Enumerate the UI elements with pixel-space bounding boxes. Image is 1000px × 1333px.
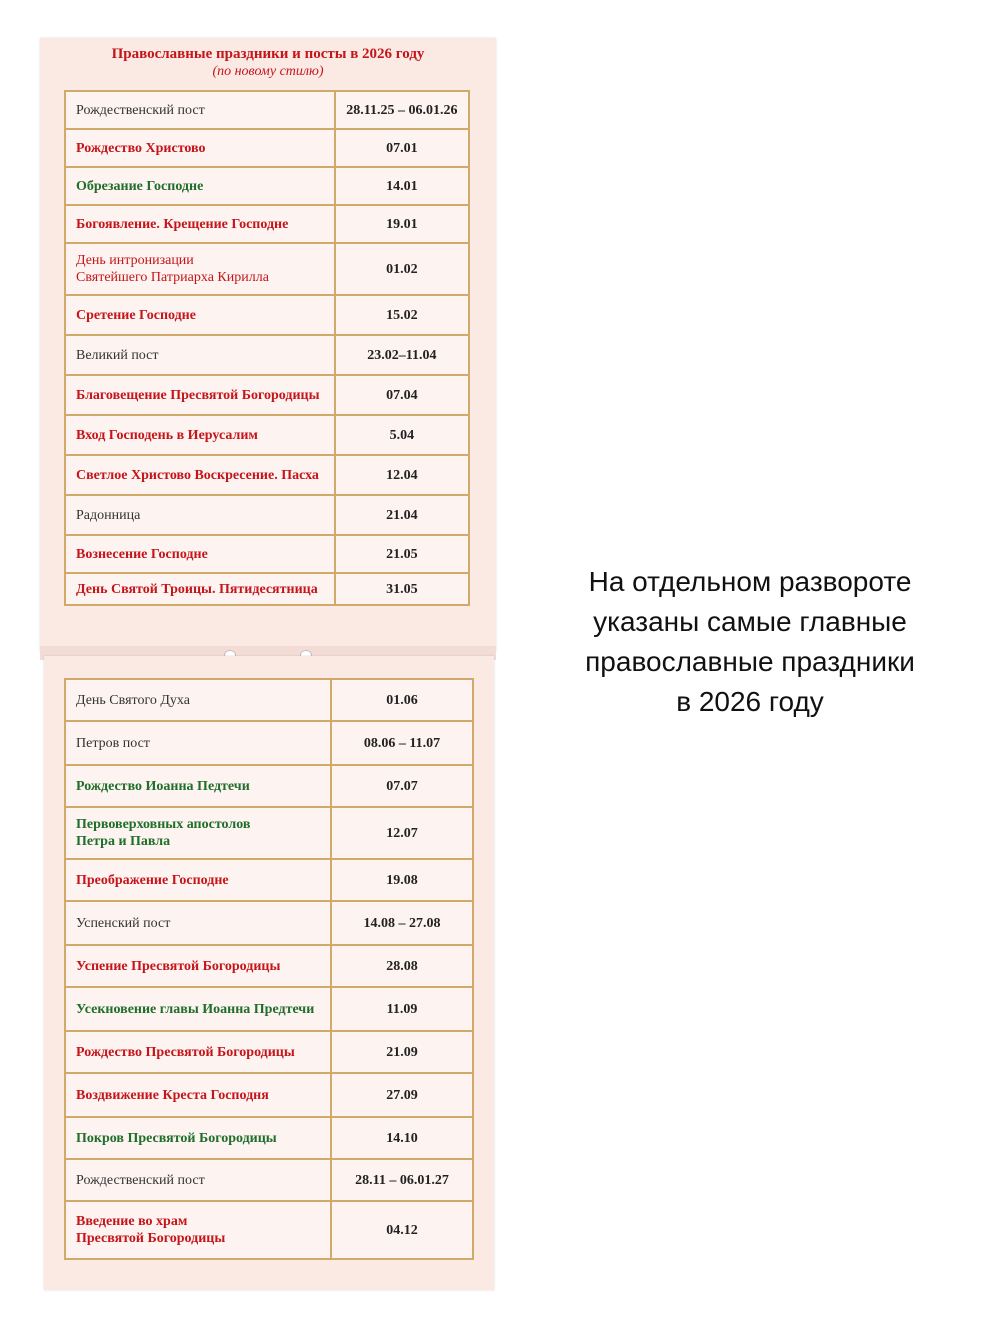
holiday-date: 12.04 [335,455,469,495]
holiday-date: 21.05 [335,535,469,573]
holiday-row [65,987,473,1031]
holiday-row [65,415,469,455]
holiday-name: Успенский пост [65,901,331,945]
holiday-row [65,765,473,807]
holiday-row [65,455,469,495]
holiday-row [65,807,473,859]
holiday-name: Рождество Иоанна Педтечи [65,765,331,807]
holiday-date: 07.01 [335,129,469,167]
holiday-name-line: День интронизации [76,253,194,268]
holiday-row [65,1031,473,1073]
holiday-name [65,807,331,859]
holiday-row [65,205,469,243]
holiday-row [65,535,469,573]
page-title: Православные праздники и посты в 2026 году [111,46,425,62]
holiday-name: Вход Господень в Иерусалим [65,415,335,455]
holiday-date: 19.08 [331,859,473,901]
holiday-row [65,167,469,205]
holiday-row [65,1073,473,1117]
holiday-name-line: Введение во храм [76,1214,188,1229]
holiday-date: 31.05 [335,573,469,605]
caption-line: в 2026 году [676,686,824,717]
holiday-name-line: Пресвятой Богородицы [76,1231,226,1246]
page-subtitle: (по новому стилю) [212,64,324,79]
holiday-row [65,573,469,605]
holiday-name: День Святого Духа [65,679,331,721]
holiday-date: 04.12 [331,1201,473,1259]
holiday-name: День Святой Троицы. Пятидесятница [65,573,335,605]
holiday-date: 01.06 [331,679,473,721]
holiday-date: 15.02 [335,295,469,335]
holidays-table-top [64,90,470,606]
holiday-name: Рождественский пост [65,91,335,129]
holiday-name: Рождество Пресвятой Богородицы [65,1031,331,1073]
holiday-name: Богоявление. Крещение Господне [65,205,335,243]
holiday-date: 12.07 [331,807,473,859]
holiday-name-line: Петра и Павла [76,834,171,849]
holiday-row [65,679,473,721]
holiday-row [65,1117,473,1159]
holiday-name: Преображение Господне [65,859,331,901]
holiday-name-line: Святейшего Патриарха Кирилла [76,270,269,285]
holiday-date: 07.04 [335,375,469,415]
holiday-name: Рождество Христово [65,129,335,167]
holiday-row [65,1159,473,1201]
holiday-date: 07.07 [331,765,473,807]
caption-line: указаны самые главные [593,606,907,637]
holiday-date: 01.02 [335,243,469,295]
caption-line: православные праздники [585,646,915,677]
holiday-date: 5.04 [335,415,469,455]
holiday-name-line: Первоверховных апостолов [76,817,251,832]
holiday-name: Благовещение Пресвятой Богородицы [65,375,335,415]
holiday-date: 21.09 [331,1031,473,1073]
holiday-row [65,295,469,335]
caption-line: На отдельном развороте [588,566,912,597]
holiday-row [65,721,473,765]
holiday-date: 27.09 [331,1073,473,1117]
holiday-date: 28.08 [331,945,473,987]
caption [530,562,970,722]
holiday-name: Светлое Христово Воскресение. Пасха [65,455,335,495]
holiday-name: Радонница [65,495,335,535]
holiday-name: Сретение Господне [65,295,335,335]
holiday-date: 28.11.25 – 06.01.26 [335,91,469,129]
holiday-name: Петров пост [65,721,331,765]
holiday-row [65,1201,473,1259]
calendar-page-top [40,38,496,652]
holiday-name [65,243,335,295]
calendar-page-bottom [44,656,494,1290]
holiday-row [65,91,469,129]
holiday-date: 14.01 [335,167,469,205]
holiday-date: 28.11 – 06.01.27 [331,1159,473,1201]
holidays-table-bottom [64,678,474,1260]
holiday-name: Великий пост [65,335,335,375]
holiday-date: 23.02–11.04 [335,335,469,375]
holiday-date: 14.08 – 27.08 [331,901,473,945]
holiday-row [65,375,469,415]
holiday-date: 14.10 [331,1117,473,1159]
holiday-name: Обрезание Господне [65,167,335,205]
holiday-row [65,243,469,295]
holiday-date: 21.04 [335,495,469,535]
holiday-name: Вознесение Господне [65,535,335,573]
holiday-name: Рождественский пост [65,1159,331,1201]
holiday-date: 19.01 [335,205,469,243]
holiday-row [65,495,469,535]
holiday-row [65,129,469,167]
holiday-row [65,945,473,987]
holiday-row [65,901,473,945]
holiday-name: Успение Пресвятой Богородицы [65,945,331,987]
holiday-date: 11.09 [331,987,473,1031]
holiday-name: Покров Пресвятой Богородицы [65,1117,331,1159]
holiday-row [65,859,473,901]
holiday-name: Усекновение главы Иоанна Предтечи [65,987,331,1031]
holiday-name: Воздвижение Креста Господня [65,1073,331,1117]
holiday-row [65,335,469,375]
holiday-date: 08.06 – 11.07 [331,721,473,765]
holiday-name [65,1201,331,1259]
